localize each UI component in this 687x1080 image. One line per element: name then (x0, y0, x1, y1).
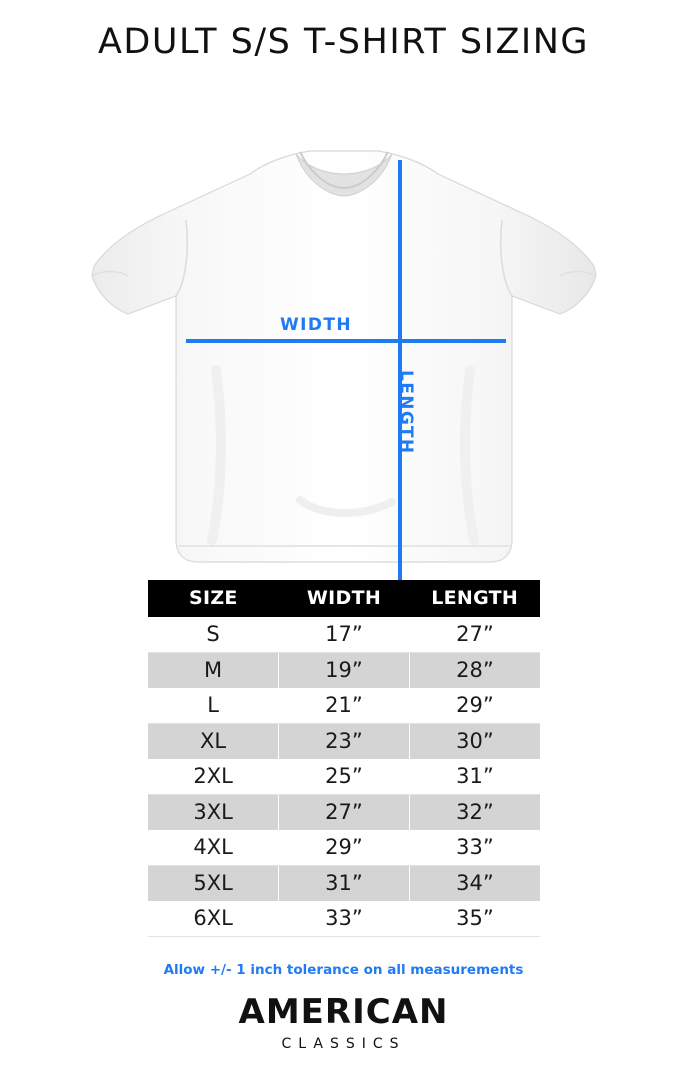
cell-size: 2XL (148, 759, 279, 795)
table-row (148, 617, 540, 653)
cell-length: 35” (409, 901, 540, 937)
brand-name: AMERICAN (238, 992, 449, 1032)
brand-subtitle: CLASSICS (281, 1036, 406, 1052)
cell-length: 29” (409, 688, 540, 724)
table-row (148, 759, 540, 795)
tshirt-diagram (0, 70, 687, 570)
cell-width: 19” (279, 653, 410, 689)
cell-width: 21” (279, 688, 410, 724)
cell-length: 34” (409, 866, 540, 902)
cell-length: 33” (409, 830, 540, 866)
cell-size: 3XL (148, 795, 279, 831)
cell-width: 29” (279, 830, 410, 866)
table-row (148, 653, 540, 689)
table-row (148, 688, 540, 724)
length-label: LENGTH (396, 370, 416, 455)
cell-size: XL (148, 724, 279, 760)
tolerance-note: Allow +/- 1 inch tolerance on all measurements (163, 962, 524, 978)
header-length: LENGTH (409, 580, 540, 617)
cell-size: M (148, 653, 279, 689)
cell-length: 30” (409, 724, 540, 760)
cell-length: 27” (409, 617, 540, 653)
cell-size: 6XL (148, 901, 279, 937)
brand-logo (0, 992, 687, 1052)
size-table-head (148, 580, 540, 617)
size-table-container (148, 580, 540, 937)
size-table-body (148, 617, 540, 937)
cell-size: 5XL (148, 866, 279, 902)
table-row (148, 901, 540, 937)
width-label: WIDTH (280, 315, 353, 335)
cell-width: 27” (279, 795, 410, 831)
cell-width: 23” (279, 724, 410, 760)
cell-width: 33” (279, 901, 410, 937)
table-row (148, 795, 540, 831)
cell-width: 31” (279, 866, 410, 902)
cell-length: 31” (409, 759, 540, 795)
header-size: SIZE (148, 580, 279, 617)
header-width: WIDTH (279, 580, 410, 617)
cell-length: 28” (409, 653, 540, 689)
cell-length: 32” (409, 795, 540, 831)
cell-size: S (148, 617, 279, 653)
table-row (148, 830, 540, 866)
cell-width: 25” (279, 759, 410, 795)
table-header-row (148, 580, 540, 617)
width-measure-line (186, 339, 506, 343)
cell-size: L (148, 688, 279, 724)
table-row (148, 866, 540, 902)
cell-width: 17” (279, 617, 410, 653)
table-row (148, 724, 540, 760)
size-table (148, 580, 540, 937)
cell-size: 4XL (148, 830, 279, 866)
page-title: ADULT S/S T-SHIRT SIZING (97, 22, 590, 62)
